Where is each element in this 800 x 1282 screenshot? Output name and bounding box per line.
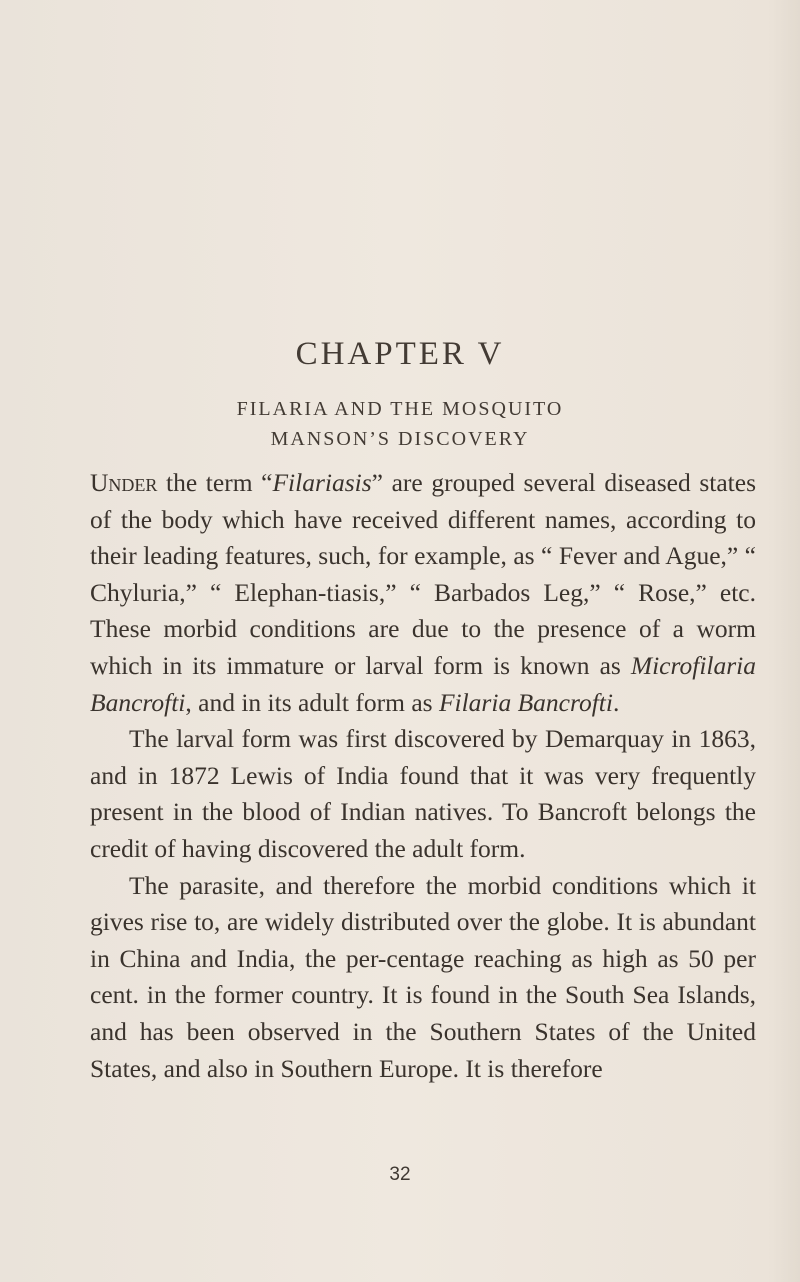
- paragraph-1-italic-microfilaria: Microfilaria Bancrofti: [90, 650, 756, 717]
- chapter-title: CHAPTER V: [295, 336, 505, 372]
- paragraph-1-text-d: .: [612, 687, 620, 717]
- paragraph-3: The parasite, and therefore the morbid conditions which it gives rise to, are widely distributed over the globe. It is abundant in China and India, the per-centage reaching as high as 50 per cent. in the former country. It is found in the South Sea Islands, and has been observed in the Southern States of the United States, and also in Southern Europe. It is therefore: [90, 870, 756, 1083]
- paragraph-1-text-c: , and in its adult form as: [185, 687, 439, 717]
- chapter-subtitle-line-2: MANSON’S DISCOVERY: [270, 428, 530, 450]
- paragraph-1-text-b: ” are grouped several diseased states of the body which have received different names, according to their leading features, such, for example, as “ Fever and Ague,” “ Chyluria,” “ Elephan-tiasis,” “ Barbados Leg,” “ Rose,” etc. These morbid conditions are due to the presence of a worm which in its immature or larval form is known as: [90, 468, 757, 680]
- chapter-body: [90, 465, 756, 1087]
- paragraph-2: The larval form was first discovered by Demarquay in 1863, and in 1872 Lewis of India found that it was very frequently present in the blood of Indian natives. To Bancroft belongs the credit of having discovered the adult form.: [90, 724, 756, 863]
- paragraph-1: [90, 465, 756, 721]
- paragraph-1-italic-filariasis: Filariasis: [272, 468, 372, 497]
- page-number: 32: [389, 1164, 411, 1185]
- paragraph-1-italic-filaria: Filaria Bancrofti: [438, 687, 613, 717]
- chapter-subtitle-line-1: FILARIA AND THE MOSQUITO: [236, 398, 564, 420]
- paragraph-1-text-a: the term “: [157, 468, 273, 497]
- paragraph-1-opening-word: Under: [90, 468, 158, 497]
